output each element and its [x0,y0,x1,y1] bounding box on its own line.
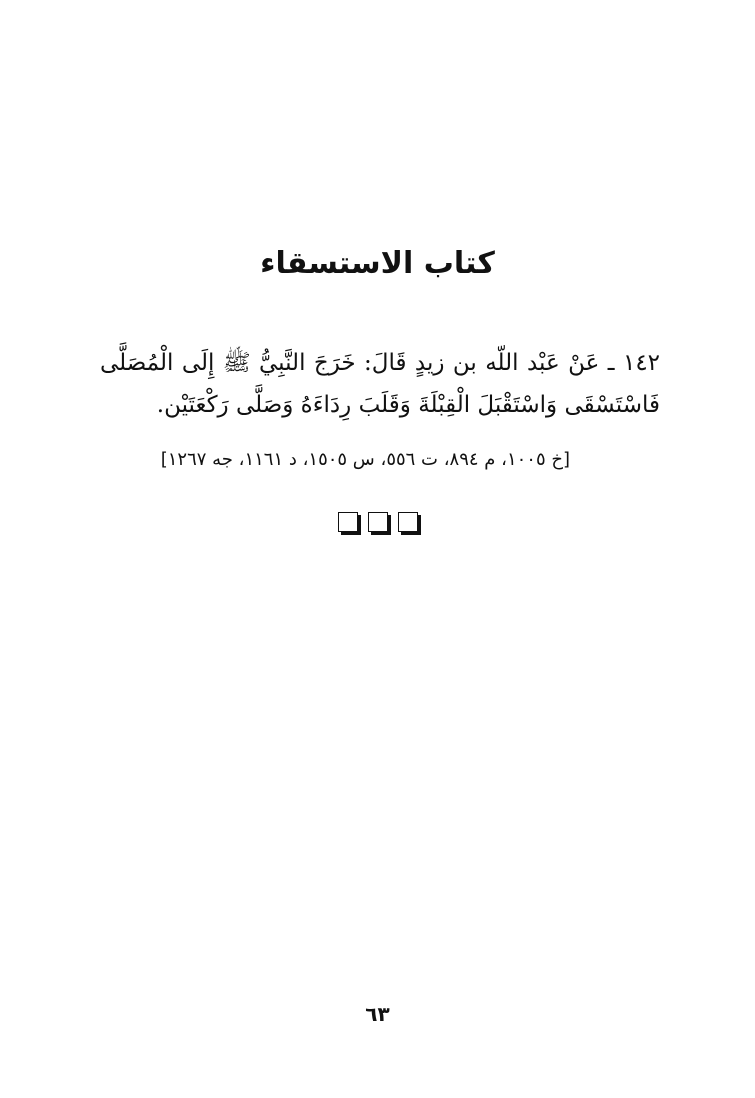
hadith-paragraph [100,342,660,426]
ornament-square-icon [398,512,418,532]
hadith-number: ١٤٢ [622,350,661,376]
page-number: ٦٣ [365,1002,390,1026]
chapter-title: كتاب الاستسقاء [260,246,495,281]
hadith-references: [خ ١٠٠٥، م ٨٩٤، ت ٥٥٦، س ١٥٠٥، د ١١٦١، جه ١٢٦٧] [160,449,570,470]
section-divider-ornament [0,512,755,532]
hadith-dash: ـ [607,350,615,376]
hadith-text: عَنْ عَبْد اللّه بن زيدٍ قَالَ: خَرَجَ النَّبِيُّ ﷺ إِلَى الْمُصَلَّى فَاسْتَسْقَى وَاسْتَقْبَلَ الْقِبْلَةَ وَقَلَبَ رِدَاءَهُ وَصَلَّى رَكْعَتَيْن. [100,350,660,418]
ornament-square-icon [338,512,358,532]
ornament-square-icon [368,512,388,532]
